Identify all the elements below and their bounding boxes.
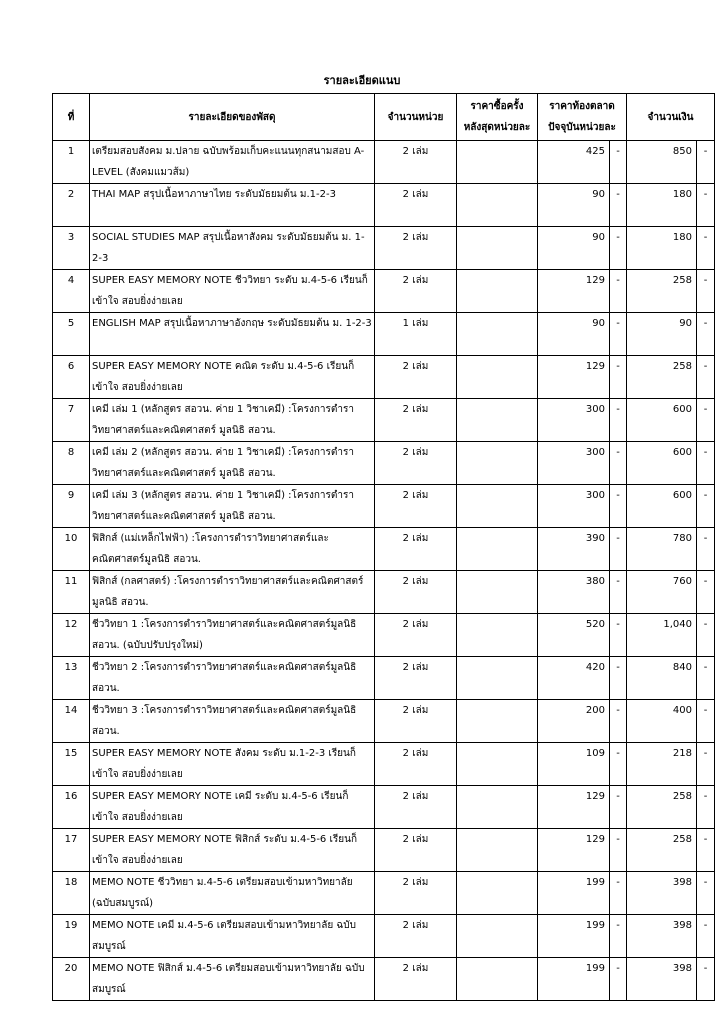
row-number: 8 [53,442,90,485]
item-market-price-satang: - [610,872,627,915]
item-market-price: 300 [538,399,610,442]
item-quantity: 2 เล่ม [375,399,457,442]
item-amount-satang: - [697,141,715,184]
row-number: 14 [53,700,90,743]
item-last-price [457,700,538,743]
header-last-price-line2: หลังสุดหน่วยละ [463,122,531,133]
item-description: MEMO NOTE ฟิสิกส์ ม.4-5-6 เตรียมสอบเข้ามหาวิทยาลัย ฉบับสมบูรณ์ [90,958,375,1001]
item-market-price: 129 [538,356,610,399]
item-quantity: 2 เล่ม [375,786,457,829]
item-last-price [457,399,538,442]
item-last-price [457,958,538,1001]
item-description: SUPER EASY MEMORY NOTE สังคม ระดับ ม.1-2-3 เรียนก็เข้าใจ สอบยิ่งง่ายเลย [90,743,375,786]
item-last-price [457,270,538,313]
table-row [53,227,715,270]
table-row [53,528,715,571]
item-quantity: 2 เล่ม [375,872,457,915]
row-number: 5 [53,313,90,356]
table-row [53,872,715,915]
item-amount-satang: - [697,184,715,227]
item-amount: 600 [627,399,697,442]
row-number: 11 [53,571,90,614]
item-last-price [457,915,538,958]
item-last-price [457,356,538,399]
item-quantity: 2 เล่ม [375,700,457,743]
item-amount-satang: - [697,399,715,442]
item-description: เตรียมสอบสังคม ม.ปลาย ฉบับพร้อมเก็บคะแนนทุกสนามสอบ A-LEVEL (สังคมแมวส้ม) [90,141,375,184]
item-quantity: 1 เล่ม [375,313,457,356]
item-market-price-satang: - [610,829,627,872]
item-market-price: 520 [538,614,610,657]
item-market-price: 425 [538,141,610,184]
items-table [52,93,715,1001]
item-last-price [457,614,538,657]
row-number: 19 [53,915,90,958]
item-description: ฟิสิกส์ (แม่เหล็กไฟฟ้า) :โครงการตำราวิทยาศาสตร์และคณิตศาสตร์มูลนิธิ สอวน. [90,528,375,571]
table-row [53,442,715,485]
row-number: 10 [53,528,90,571]
header-market-price-line2: ปัจจุบันหน่วยละ [548,122,616,133]
item-amount-satang: - [697,270,715,313]
table-row [53,184,715,227]
item-quantity: 2 เล่ม [375,571,457,614]
header-no: ที่ [53,94,90,141]
item-quantity: 2 เล่ม [375,743,457,786]
table-body [53,141,715,1001]
item-description: SUPER EASY MEMORY NOTE เคมี ระดับ ม.4-5-6 เรียนก็เข้าใจ สอบยิ่งง่ายเลย [90,786,375,829]
item-quantity: 2 เล่ม [375,227,457,270]
table-row [53,399,715,442]
item-amount: 840 [627,657,697,700]
item-market-price-satang: - [610,270,627,313]
item-quantity: 2 เล่ม [375,485,457,528]
row-number: 17 [53,829,90,872]
item-amount-satang: - [697,829,715,872]
item-market-price-satang: - [610,743,627,786]
item-amount-satang: - [697,313,715,356]
item-market-price: 129 [538,786,610,829]
item-last-price [457,141,538,184]
row-number: 3 [53,227,90,270]
item-quantity: 2 เล่ม [375,829,457,872]
item-market-price-satang: - [610,227,627,270]
item-amount: 258 [627,356,697,399]
item-market-price: 390 [538,528,610,571]
item-amount-satang: - [697,442,715,485]
item-description: SOCIAL STUDIES MAP สรุปเนื้อหาสังคม ระดับมัธยมต้น ม. 1-2-3 [90,227,375,270]
item-market-price-satang: - [610,571,627,614]
item-amount-satang: - [697,915,715,958]
row-number: 6 [53,356,90,399]
item-market-price-satang: - [610,657,627,700]
item-description: เคมี เล่ม 3 (หลักสูตร สอวน. ค่าย 1 วิชาเคมี) :โครงการตำราวิทยาศาสตร์และคณิตศาสตร์ มูลนิธิ สอวน. [90,485,375,528]
item-market-price: 199 [538,915,610,958]
item-market-price-satang: - [610,356,627,399]
row-number: 4 [53,270,90,313]
row-number: 16 [53,786,90,829]
item-market-price: 199 [538,872,610,915]
item-last-price [457,442,538,485]
item-last-price [457,571,538,614]
row-number: 13 [53,657,90,700]
item-amount-satang: - [697,485,715,528]
item-amount: 258 [627,786,697,829]
item-description: เคมี เล่ม 2 (หลักสูตร สอวน. ค่าย 1 วิชาเคมี) :โครงการตำราวิทยาศาสตร์และคณิตศาสตร์ มูลนิธิ สอวน. [90,442,375,485]
item-market-price-satang: - [610,399,627,442]
item-last-price [457,786,538,829]
item-description: MEMO NOTE ชีววิทยา ม.4-5-6 เตรียมสอบเข้ามหาวิทยาลัย (ฉบับสมบูรณ์) [90,872,375,915]
item-description: SUPER EASY MEMORY NOTE คณิต ระดับ ม.4-5-6 เรียนก็เข้าใจ สอบยิ่งง่ายเลย [90,356,375,399]
header-last-price [457,94,538,141]
table-row [53,786,715,829]
table-row [53,829,715,872]
item-market-price-satang: - [610,485,627,528]
item-market-price: 109 [538,743,610,786]
item-amount: 258 [627,270,697,313]
item-market-price-satang: - [610,958,627,1001]
item-description: SUPER EASY MEMORY NOTE ฟิสิกส์ ระดับ ม.4-5-6 เรียนก็เข้าใจ สอบยิ่งง่ายเลย [90,829,375,872]
row-number: 2 [53,184,90,227]
item-amount-satang: - [697,571,715,614]
item-amount: 600 [627,485,697,528]
item-amount-satang: - [697,786,715,829]
table-row [53,141,715,184]
row-number: 12 [53,614,90,657]
item-amount-satang: - [697,356,715,399]
item-market-price-satang: - [610,184,627,227]
item-market-price: 380 [538,571,610,614]
item-amount: 1,040 [627,614,697,657]
row-number: 7 [53,399,90,442]
header-last-price-line1: ราคาซื้อครั้ง [470,101,524,112]
item-quantity: 2 เล่ม [375,442,457,485]
item-amount-satang: - [697,743,715,786]
item-last-price [457,872,538,915]
item-amount-satang: - [697,700,715,743]
item-quantity: 2 เล่ม [375,356,457,399]
item-description: เคมี เล่ม 1 (หลักสูตร สอวน. ค่าย 1 วิชาเคมี) :โครงการตำราวิทยาศาสตร์และคณิตศาสตร์ มูลนิธิ สอวน. [90,399,375,442]
item-amount: 850 [627,141,697,184]
table-row [53,270,715,313]
item-market-price-satang: - [610,786,627,829]
item-market-price: 199 [538,958,610,1001]
item-amount-satang: - [697,958,715,1001]
item-amount-satang: - [697,528,715,571]
item-quantity: 2 เล่ม [375,657,457,700]
item-amount: 90 [627,313,697,356]
row-number: 18 [53,872,90,915]
item-description: ฟิสิกส์ (กลศาสตร์) :โครงการตำราวิทยาศาสตร์และคณิตศาสตร์มูลนิธิ สอวน. [90,571,375,614]
table-row [53,571,715,614]
table-row [53,743,715,786]
item-amount: 180 [627,227,697,270]
item-quantity: 2 เล่ม [375,528,457,571]
item-description: ชีววิทยา 2 :โครงการตำราวิทยาศาสตร์และคณิตศาสตร์มูลนิธิ สอวน. [90,657,375,700]
item-description: ENGLISH MAP สรุปเนื้อหาภาษาอังกฤษ ระดับมัธยมต้น ม. 1-2-3 [90,313,375,356]
item-amount: 218 [627,743,697,786]
item-amount: 398 [627,872,697,915]
header-amount: จำนวนเงิน [627,94,715,141]
item-quantity: 2 เล่ม [375,614,457,657]
item-amount: 400 [627,700,697,743]
item-last-price [457,313,538,356]
table-row [53,356,715,399]
item-last-price [457,528,538,571]
item-last-price [457,485,538,528]
item-market-price: 90 [538,313,610,356]
header-row [53,94,715,141]
item-description: ชีววิทยา 1 :โครงการตำราวิทยาศาสตร์และคณิตศาสตร์มูลนิธิ สอวน. (ฉบับปรับปรุงใหม่) [90,614,375,657]
table-row [53,657,715,700]
item-last-price [457,829,538,872]
item-market-price-satang: - [610,915,627,958]
item-last-price [457,227,538,270]
item-amount-satang: - [697,227,715,270]
item-market-price-satang: - [610,313,627,356]
row-number: 9 [53,485,90,528]
item-description: MEMO NOTE เคมี ม.4-5-6 เตรียมสอบเข้ามหาวิทยาลัย ฉบับสมบูรณ์ [90,915,375,958]
item-quantity: 2 เล่ม [375,915,457,958]
item-quantity: 2 เล่ม [375,184,457,227]
item-last-price [457,657,538,700]
item-market-price: 129 [538,270,610,313]
item-market-price-satang: - [610,442,627,485]
table-row [53,915,715,958]
item-market-price: 200 [538,700,610,743]
item-description: ชีววิทยา 3 :โครงการตำราวิทยาศาสตร์และคณิตศาสตร์มูลนิธิ สอวน. [90,700,375,743]
table-row [53,485,715,528]
item-market-price: 300 [538,442,610,485]
item-amount: 760 [627,571,697,614]
item-amount: 398 [627,958,697,1001]
page-title: รายละเอียดแนบ [323,74,401,87]
table-row [53,614,715,657]
item-amount: 258 [627,829,697,872]
item-description: THAI MAP สรุปเนื้อหาภาษาไทย ระดับมัธยมต้น ม.1-2-3 [90,184,375,227]
item-amount: 780 [627,528,697,571]
table-row [53,313,715,356]
item-market-price: 90 [538,184,610,227]
table-row [53,700,715,743]
header-market-price [538,94,627,141]
header-description: รายละเอียดของพัสดุ [90,94,375,141]
header-quantity: จำนวนหน่วย [375,94,457,141]
item-last-price [457,743,538,786]
item-market-price-satang: - [610,141,627,184]
item-quantity: 2 เล่ม [375,958,457,1001]
item-market-price: 129 [538,829,610,872]
row-number: 20 [53,958,90,1001]
item-amount: 180 [627,184,697,227]
item-market-price: 300 [538,485,610,528]
item-market-price-satang: - [610,614,627,657]
table-row [53,958,715,1001]
item-amount-satang: - [697,614,715,657]
item-market-price: 90 [538,227,610,270]
item-quantity: 2 เล่ม [375,141,457,184]
row-number: 1 [53,141,90,184]
item-description: SUPER EASY MEMORY NOTE ชีววิทยา ระดับ ม.4-5-6 เรียนก็เข้าใจ สอบยิ่งง่ายเลย [90,270,375,313]
item-market-price-satang: - [610,700,627,743]
item-quantity: 2 เล่ม [375,270,457,313]
item-amount: 600 [627,442,697,485]
item-amount: 398 [627,915,697,958]
item-amount-satang: - [697,657,715,700]
item-amount-satang: - [697,872,715,915]
item-market-price: 420 [538,657,610,700]
row-number: 15 [53,743,90,786]
header-market-price-line1: ราคาท้องตลาด [549,101,615,112]
item-last-price [457,184,538,227]
item-market-price-satang: - [610,528,627,571]
